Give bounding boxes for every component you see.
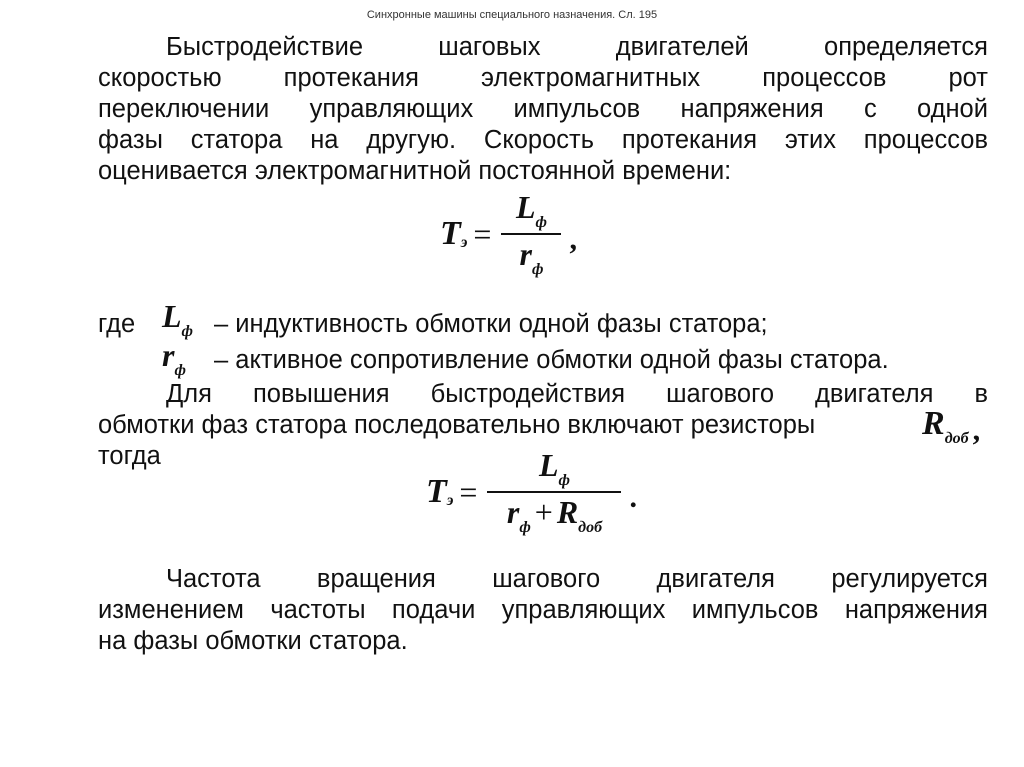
formula1-lhs-sub: э (460, 234, 468, 251)
formula2-numerator: $L_ф$ (538, 447, 570, 489)
formula1-lhs: T (440, 215, 461, 252)
resistor-symbol: $R_{доб}$ , (922, 405, 981, 447)
paragraph-intro-line-2: скоростью протекания электромагнитных процессов рот (98, 64, 988, 92)
definition-where: где (98, 310, 136, 338)
paragraph-frequency-line-2: изменением частоты подачи управляющих импульсов напряжения (98, 596, 988, 624)
formula1-comma: , (569, 223, 577, 256)
formula-time-constant-with-resistor (426, 446, 637, 538)
formula2-fraction (487, 446, 621, 538)
formula2-denominator: $r_ф + R_{доб}$ (506, 494, 603, 536)
paragraph-intro (98, 32, 988, 187)
definition-2-symbol: $r_ф$ (162, 337, 186, 379)
formula-time-constant (440, 188, 577, 280)
definition-1-symbol: $L_ф$ (162, 298, 193, 340)
paragraph-resistors-line-1: Для повышения быстродействия шагового двигателя в (166, 380, 988, 408)
formula1-numerator: $L_ф$ (515, 189, 547, 231)
paragraph-intro-line-1: Быстродействие шаговых двигателей определяется (166, 33, 988, 61)
formula2-lhs: T (426, 473, 447, 510)
formula2-lhs-sub: э (446, 492, 454, 509)
paragraph-intro-line-5: оценивается электромагнитной постоянной времени: (98, 157, 732, 185)
formula2-equals: = (459, 473, 478, 510)
paragraph-frequency (98, 564, 988, 657)
paragraph-frequency-line-1: Частота вращения шагового двигателя регулируется (166, 565, 988, 593)
formula1-denominator: $r_ф$ (519, 236, 544, 278)
definition-1-text: – индуктивность обмотки одной фазы статора; (214, 310, 768, 338)
formula1-fraction (501, 188, 561, 280)
paragraph-frequency-line-3: на фазы обмотки статора. (98, 627, 408, 655)
paragraph-resistors-line-2: обмотки фаз статора последовательно включают резисторы (98, 411, 816, 439)
paragraph-intro-line-3: переключении управляющих импульсов напряжения с одной (98, 95, 988, 123)
paragraph-resistors-line-3: тогда (98, 442, 161, 470)
formula1-equals: = (473, 215, 492, 252)
formula2-period: . (629, 481, 637, 514)
paragraph-intro-line-4: фазы статора на другую. Скорость протекания этих процессов (98, 126, 988, 154)
definition-2-text: – активное сопротивление обмотки одной фазы статора. (214, 346, 889, 374)
slide-header: Синхронные машины специального назначения. Сл. 195 (366, 9, 658, 21)
